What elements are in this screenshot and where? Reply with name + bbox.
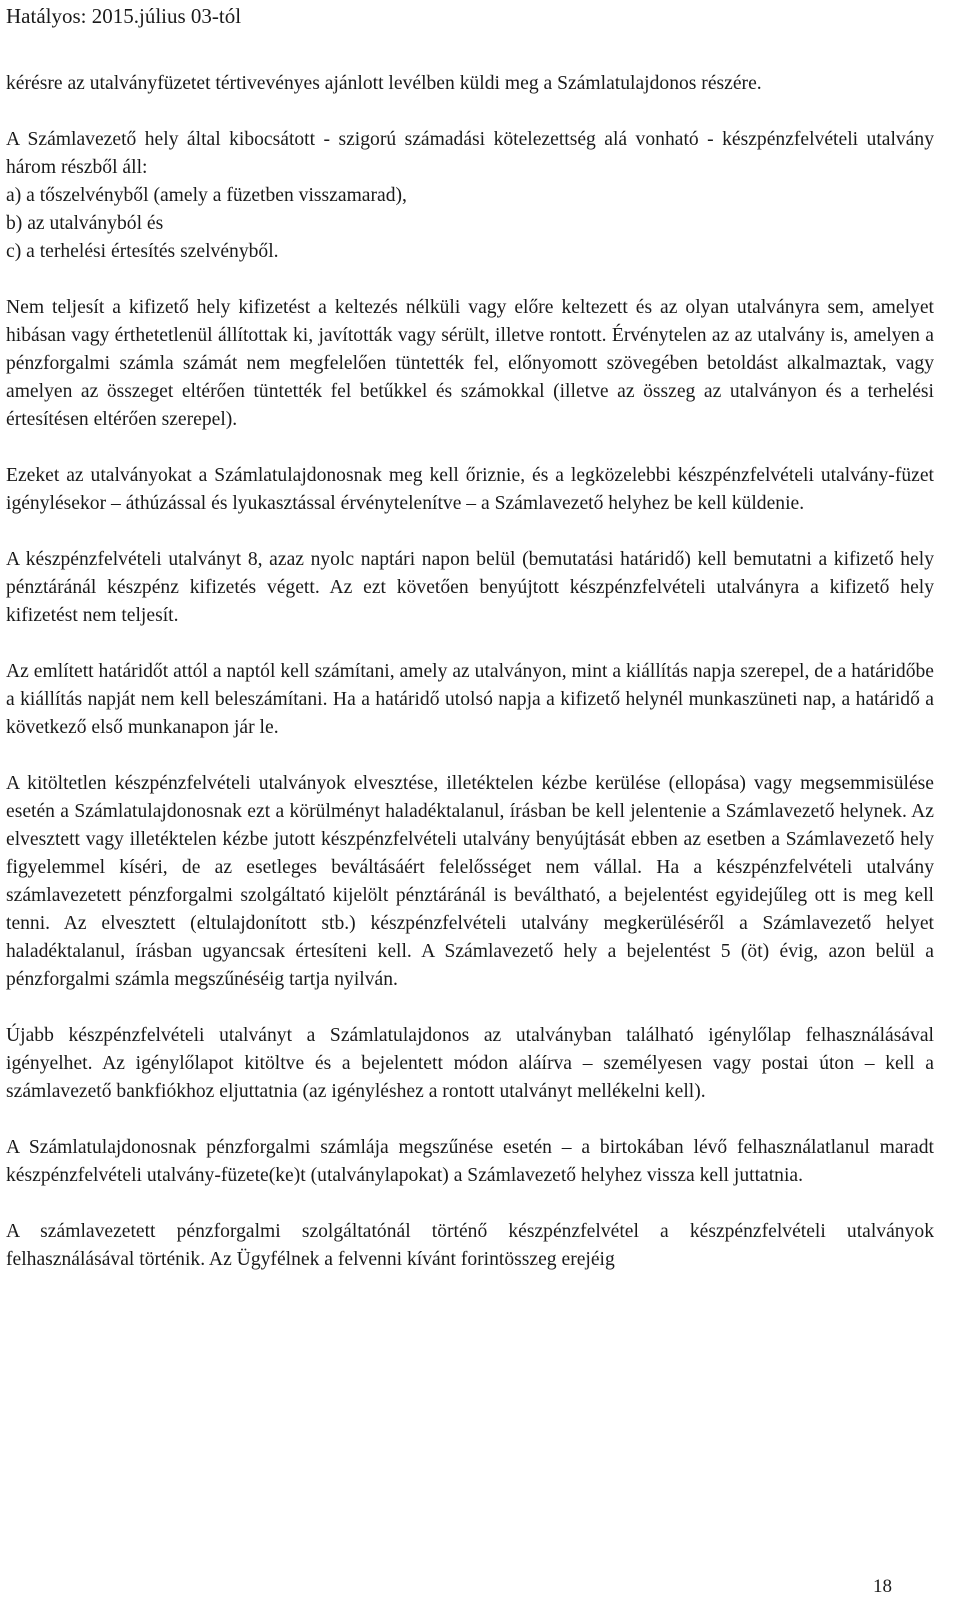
paragraph-voucher-parts	[6, 126, 934, 266]
paragraph-request-delivery: kérésre az utalványfüzetet tértivevényes ajánlott levélben küldi meg a Számlatulajdonos részére.	[6, 73, 762, 94]
voucher-part-a: a) a tőszelvényből (amely a füzetben visszamarad),	[6, 185, 407, 206]
paragraph-invalid-vouchers: Nem teljesít a kifizető hely kifizetést a keltezés nélküli vagy előre keltezett és az olyan utalványra sem, amelyet hibásan vagy érthetetlenül állítottak ki, javították vagy sérült, illetve rontott. Érvénytelen az az utalvány is, amelyen a pénzforgalmi számla számát nem megfelelően tüntették fel, előnyomott szövegében betoldást alkalmaztak, vagy amelyen az összeget eltérően tüntették fel betűkkel és számokkal (illetve az összeg az utalványon és a terhelési értesítésen eltérően szerepel).	[6, 297, 934, 430]
voucher-part-c: c) a terhelési értesítés szelvényből.	[6, 241, 279, 262]
paragraph-keep-vouchers: Ezeket az utalványokat a Számlatulajdonosnak meg kell őriznie, és a legközelebbi készpénzfelvételi utalvány-füzet igénylésekor – áthúzással és lyukasztással érvénytelenítve – a Számlavezető helyhez be kell küldenie.	[6, 465, 934, 514]
document-body	[6, 70, 934, 1274]
paragraph-account-closure: A Számlatulajdonosnak pénzforgalmi számlája megszűnése esetén – a birtokában lévő felhasználatlanul maradt készpénzfelvételi utalvány-füzete(ke)t (utalványlapokat) a Számlavezető helyhez vissza kell juttatnia.	[6, 1137, 934, 1186]
paragraph-deadline-calculation: Az említett határidőt attól a naptól kell számítani, amely az utalványon, mint a kiállítás napja szerepel, de a határidőbe a kiállítás napját nem kell beleszámítani. Ha a határidő utolsó napja a kifizető helynél munkaszüneti nap, a határidő a következő első munkanapon jár le.	[6, 661, 934, 738]
page-header-effective-date: Hatályos: 2015.július 03-tól	[6, 4, 242, 28]
paragraph-presentation-deadline: A készpénzfelvételi utalványt 8, azaz nyolc naptári napon belül (bemutatási határidő) kell bemutatni a kifizető hely pénztáránál készpénz kifizetés végett. Az ezt követően benyújtott készpénzfelvételi utalványra a kifizető hely kifizetést nem teljesít.	[6, 549, 934, 626]
voucher-parts-intro: A Számlavezető hely által kibocsátott - szigorú számadási kötelezettség alá vonható - készpénzfelvételi utalvány három részből áll:	[6, 129, 934, 178]
paragraph-lost-vouchers: A kitöltetlen készpénzfelvételi utalványok elvesztése, illetéktelen kézbe kerülése (ellopása) vagy megsemmisülése esetén a Számlatulajdonosnak ezt a körülményt haladéktalanul, írásban be kell jelentenie a Számlavezető helynek. Az elvesztett vagy illetéktelen kézbe jutott készpénzfelvételi utalvány benyújtását ebben az esetben a Számlavezető hely figyelemmel kíséri, de az esetleges beváltásáért felelősséget nem vállal. Ha a készpénzfelvételi utalvány számlavezetett pénzforgalmi szolgáltató kijelölt pénztáránál is beváltható, a bejelentést egyidejűleg ott is meg kell tenni. Az elvesztett (eltulajdonított stb.) készpénzfelvételi utalvány megkerüléséről a Számlavezető helyet haladéktalanul, írásban ugyancsak értesíteni kell. A Számlavezető hely a bejelentést 5 (öt) évig, azon belül a pénzforgalmi számla megszűnéséig tartja nyilván.	[6, 773, 934, 990]
paragraph-cash-withdrawal: A számlavezetett pénzforgalmi szolgáltatónál történő készpénzfelvétel a készpénzfelvételi utalványok felhasználásával történik. Az Ügyfélnek a felvenni kívánt forintösszeg erejéig	[6, 1221, 934, 1270]
page-number: 18	[873, 1576, 892, 1597]
paragraph-new-voucher-request: Újabb készpénzfelvételi utalványt a Számlatulajdonos az utalványban található igénylőlap felhasználásával igényelhet. Az igénylőlapot kitöltve és a bejelentett módon aláírva – személyesen vagy postai úton – kell a számlavezető bankfiókhoz eljuttatnia (az igényléshez a rontott utalványt mellékelni kell).	[6, 1025, 934, 1102]
voucher-part-b: b) az utalványból és	[6, 213, 164, 234]
